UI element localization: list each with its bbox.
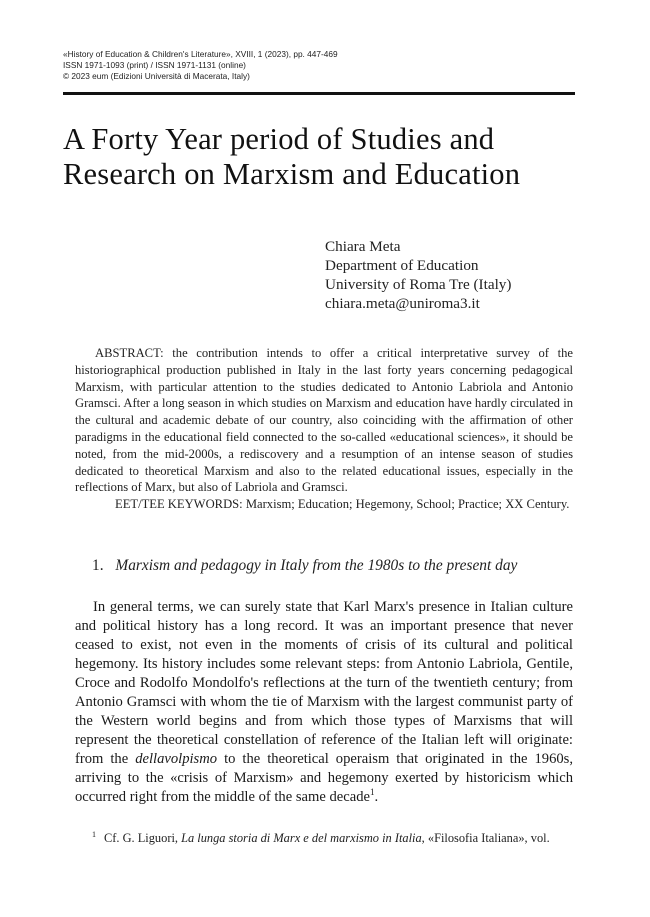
author-name: Chiara Meta	[325, 238, 401, 255]
footnote-title: La lunga storia di Marx e del marxismo in Italia	[181, 831, 422, 846]
copyright-line: © 2023 eum (Edizioni Università di Macerata, Italy)	[63, 71, 250, 81]
journal-citation: «History of Education & Children's Literature», XVIII, 1 (2023), pp. 447-469	[63, 49, 338, 59]
body-text-end: .	[374, 789, 379, 805]
section-heading	[92, 556, 572, 576]
article-title	[63, 122, 575, 192]
author-block	[325, 237, 585, 313]
body-text-part-2: to the theoretical operaism that originated in the 1960s, arriving to the «crisis of Marxism» and hegemony exerted by historicism which occurred right from the middle of the same decade	[75, 751, 573, 805]
title-line-2: Research on Marxism and Education	[63, 157, 521, 191]
keywords-line: EET/TEE KEYWORDS: Marxism; Education; Hegemony, School; Practice; XX Century.	[115, 497, 570, 512]
title-line-1: A Forty Year period of Studies and	[63, 122, 495, 156]
footnote-reference[interactable]: 1	[370, 787, 375, 798]
footnote-marker: 1	[92, 830, 96, 839]
author-university: University of Roma Tre (Italy)	[325, 276, 512, 293]
body-paragraph	[75, 598, 573, 807]
author-department: Department of Education	[325, 257, 479, 274]
footnote	[92, 827, 592, 846]
journal-header	[63, 49, 583, 82]
issn-line: ISSN 1971-1093 (print) / ISSN 1971-1131 (online)	[63, 60, 246, 70]
footnote-prefix: Cf. G. Liguori,	[104, 831, 182, 846]
abstract-text: ABSTRACT: the contribution intends to offer a critical interpretative survey of the historiographical production published in Italy in the last forty years concerning pedagogical Marxism, with particular attention to the studies dedicated to Antonio Labriola and Antonio Gramsci. After a long season in which studies on Marxism and education have hardly circulated in the cultural and academic debate of our country, also coinciding with the affirmation of other paradigms in the educational field connected to the so-called «educational sciences», it should be noted, from the mid-2000s, a rediscovery and a resumption of an intense season of studies dedicated to theoretical Marxism and also to the related educational issues, especially in the reflections of Marx, but also of Labriola and Gramsci.	[75, 346, 573, 495]
section-number: 1.	[92, 557, 104, 574]
abstract-block	[75, 345, 573, 513]
body-text-part-1: In general terms, we can surely state that Karl Marx's presence in Italian culture and political history has a long record. It was an important presence that never ceased to exist, not even in the moments of crisis of its cultural and political hegemony. Its history includes some relevant steps: from Antonio Labriola, Gentile, Croce and Rodolfo Mondolfo's reflections at the turn of the twentieth century; from Antonio Gramsci with whom the tie of Marxism with the largest communist party of the Western world begins and from which those types of Marxisms that will represent the theoretical constellation of reference of the Italian left will originate: from the	[75, 599, 573, 767]
footnote-suffix: , «Filosofia Italiana», vol.	[421, 831, 550, 846]
author-email[interactable]: chiara.meta@uniroma3.it	[325, 295, 480, 312]
body-text	[75, 598, 573, 807]
header-rule	[63, 92, 575, 95]
italic-term: dellavolpismo	[135, 751, 218, 767]
section-title: Marxism and pedagogy in Italy from the 1980s to the present day	[115, 557, 518, 574]
